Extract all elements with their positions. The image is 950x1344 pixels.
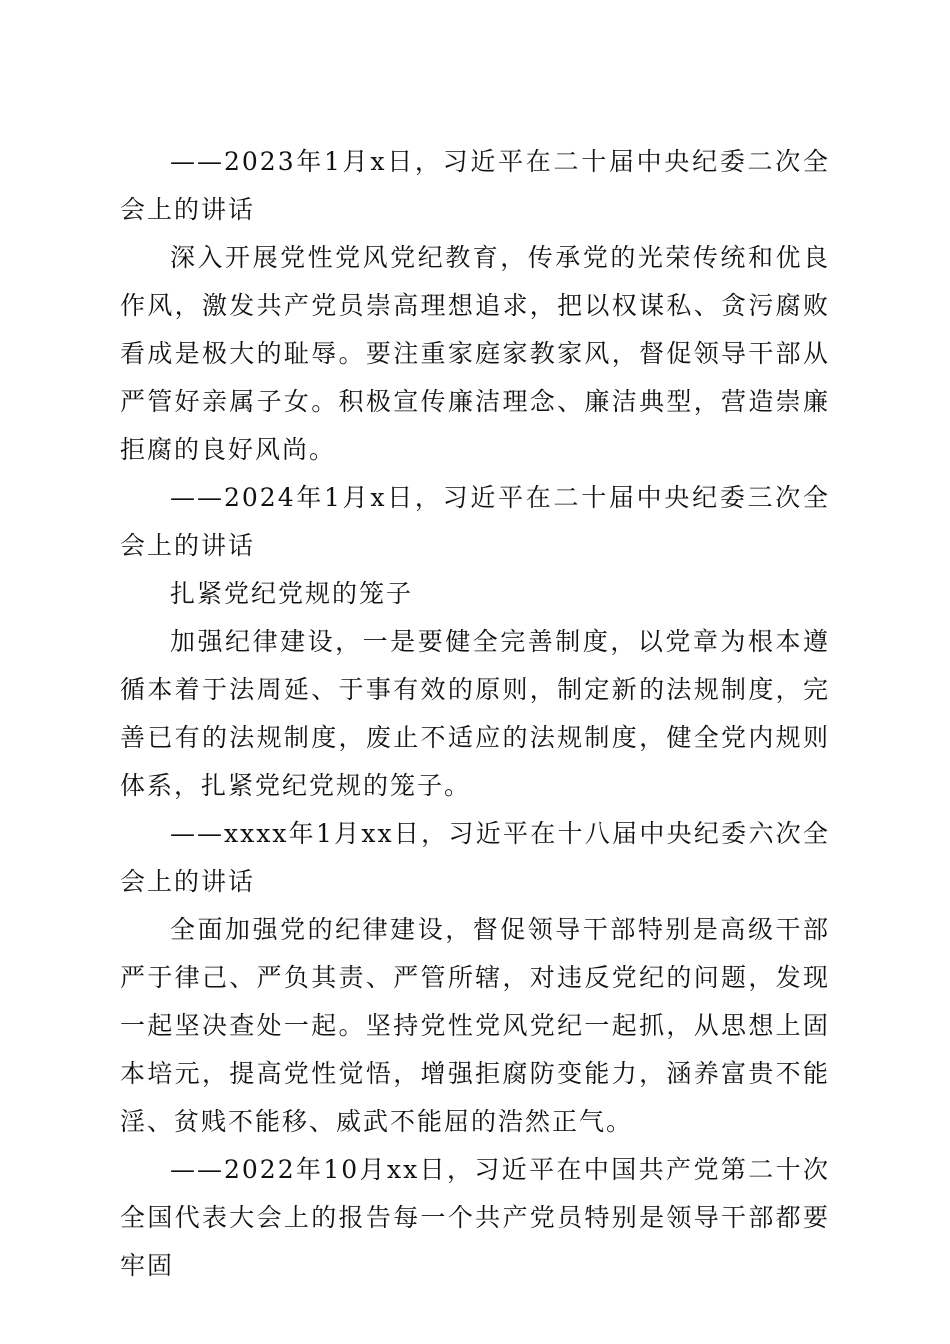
body-paragraph-discipline-building: 加强纪律建设，一是要健全完善制度，以党章为根本遵循本着于法周延、于事有效的原则，制定新的法规制度，完善已有的法规制度，废止不适应的法规制度，健全党内规则体系，扎紧党纪党规的笼子。 xyxy=(120,627,830,800)
document-body xyxy=(120,138,830,1290)
body-paragraph-strengthen-discipline: 全面加强党的纪律建设，督促领导干部特别是高级干部严于律己、严负其责、严管所辖，对违反党纪的问题，发现一起坚决查处一起。坚持党性党风党纪一起抓，从思想上固本培元，提高党性觉悟，增强拒腐防变能力，涵养富贵不能淫、贫贱不能移、威武不能屈的浩然正气。 xyxy=(120,915,830,1136)
quote-source-2022: ——2022年10月xx日，习近平在中国共产党第二十次全国代表大会上的报告每一个共产党员特别是领导干部都要牢固 xyxy=(120,1155,830,1280)
section-heading: 扎紧党纪党规的笼子 xyxy=(170,579,414,608)
body-paragraph-party-education: 深入开展党性党风党纪教育，传承党的光荣传统和优良作风，激发共产党员崇高理想追求，把以权谋私、贪污腐败看成是极大的耻辱。要注重家庭家教家风，督促领导干部从严管好亲属子女。积极宣传廉洁理念、廉洁典型，营造崇廉拒腐的良好风尚。 xyxy=(120,243,830,464)
quote-source-2024: ——2024年1月x日，习近平在二十届中央纪委三次全会上的讲话 xyxy=(120,483,830,560)
quote-source-2023: ——2023年1月x日，习近平在二十届中央纪委二次全会上的讲话 xyxy=(120,147,830,224)
quote-source-xxxx: ——xxxx年1月xx日，习近平在十八届中央纪委六次全会上的讲话 xyxy=(120,819,830,896)
